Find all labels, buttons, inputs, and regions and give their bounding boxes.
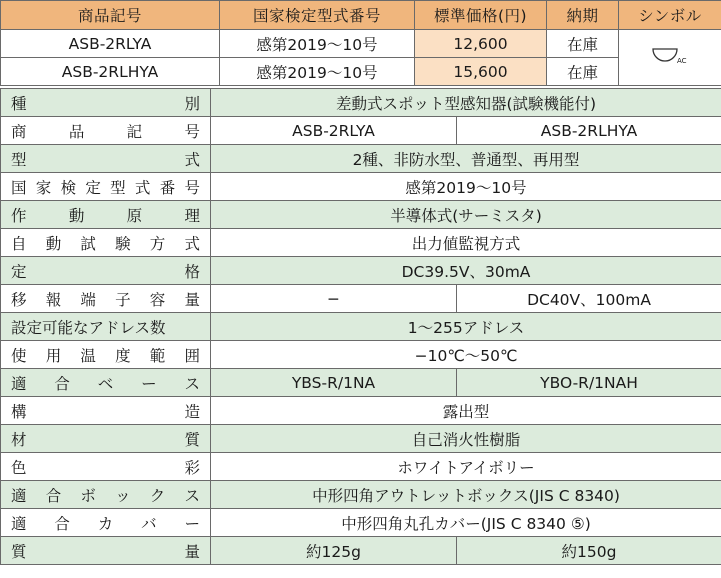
specification-table	[0, 88, 721, 565]
spec-value-model-a: ASB-2RLYA	[211, 117, 457, 145]
spec-row	[1, 117, 721, 145]
spec-row	[1, 313, 721, 341]
header-approval: 国家検定型式番号	[220, 1, 415, 30]
spec-label-text: 移 報 端 子 容 量	[11, 290, 200, 309]
header-delivery: 納期	[547, 1, 619, 30]
price-row	[1, 30, 721, 58]
spec-row	[1, 481, 721, 509]
product-code: ASB-2RLHYA	[1, 58, 220, 86]
spec-label-text: 質 量	[11, 542, 200, 561]
spec-label	[1, 145, 211, 173]
spec-label	[1, 313, 211, 341]
spec-row	[1, 201, 721, 229]
spec-value-model-b: ASB-2RLHYA	[457, 117, 721, 145]
spec-label	[1, 173, 211, 201]
product-code: ASB-2RLYA	[1, 30, 220, 58]
delivery-status: 在庫	[547, 58, 619, 86]
spec-label	[1, 453, 211, 481]
spec-row	[1, 425, 721, 453]
spec-value-model-a: −	[211, 285, 457, 313]
spec-row	[1, 509, 721, 537]
spec-label	[1, 201, 211, 229]
spec-value-model-a: 約125g	[211, 537, 457, 565]
spec-label	[1, 117, 211, 145]
spec-label-text: 商 品 記 号	[11, 122, 200, 141]
spec-label-text: 構 造	[11, 402, 200, 421]
header-code: 商品記号	[1, 1, 220, 30]
spec-row	[1, 145, 721, 173]
symbol-cell	[619, 30, 721, 86]
spec-value: ホワイトアイボリー	[211, 453, 721, 481]
spec-row	[1, 537, 721, 565]
spec-value: 差動式スポット型感知器(試験機能付)	[211, 89, 721, 117]
header-price: 標準価格(円)	[415, 1, 547, 30]
spec-label	[1, 257, 211, 285]
spec-value: 2種、非防水型、普通型、再用型	[211, 145, 721, 173]
spec-label-text: 適 合 ボ ッ ク ス	[11, 486, 200, 505]
approval-number: 感第2019〜10号	[220, 58, 415, 86]
spec-value: DC39.5V、30mA	[211, 257, 721, 285]
spec-label-text: 国 家 検 定 型 式 番 号	[11, 178, 200, 197]
spec-value-model-b: YBO-R/1NAH	[457, 369, 721, 397]
spec-value-model-b: 約150g	[457, 537, 721, 565]
spec-label	[1, 285, 211, 313]
spec-label	[1, 481, 211, 509]
spec-label	[1, 229, 211, 257]
spec-label	[1, 425, 211, 453]
spec-value-model-a: YBS-R/1NA	[211, 369, 457, 397]
spec-row	[1, 341, 721, 369]
spec-label-text: 自 動 試 験 方 式	[11, 234, 200, 253]
spec-row	[1, 173, 721, 201]
product-price-table	[0, 0, 721, 86]
spec-value: 中形四角アウトレットボックス(JIS C 8340)	[211, 481, 721, 509]
spec-label-text: 材 質	[11, 430, 200, 449]
spec-row	[1, 89, 721, 117]
spec-value: 中形四角丸孔カバー(JIS C 8340 ⑤)	[211, 509, 721, 537]
spec-label-text: 色 彩	[11, 458, 200, 477]
spec-label-text: 種 別	[11, 94, 200, 113]
spec-value: −10℃〜50℃	[211, 341, 721, 369]
spec-label	[1, 341, 211, 369]
spec-row	[1, 453, 721, 481]
price-table-header	[1, 1, 721, 30]
spec-label	[1, 509, 211, 537]
spec-label	[1, 369, 211, 397]
symbol-ac-label: AC	[677, 56, 687, 65]
spec-label	[1, 397, 211, 425]
approval-number: 感第2019〜10号	[220, 30, 415, 58]
spec-row	[1, 397, 721, 425]
spec-label-text: 型 式	[11, 150, 200, 169]
spec-row	[1, 369, 721, 397]
spec-value-model-b: DC40V、100mA	[457, 285, 721, 313]
spec-label-text: 適 合 ベ ー ス	[11, 374, 200, 393]
price-value: 15,600	[415, 58, 547, 86]
spec-label-text: 定 格	[11, 262, 200, 281]
spec-row	[1, 285, 721, 313]
spec-value: 感第2019〜10号	[211, 173, 721, 201]
spec-label-text: 設定可能なアドレス数	[11, 318, 166, 337]
spec-value: 半導体式(サーミスタ)	[211, 201, 721, 229]
spec-value: 出力値監視方式	[211, 229, 721, 257]
spec-row	[1, 229, 721, 257]
spec-row	[1, 257, 721, 285]
price-value: 12,600	[415, 30, 547, 58]
spec-label-text: 作 動 原 理	[11, 206, 200, 225]
price-row	[1, 58, 721, 86]
spec-label-text: 適 合 カ バ ー	[11, 514, 200, 533]
delivery-status: 在庫	[547, 30, 619, 58]
spec-label	[1, 537, 211, 565]
header-symbol: シンボル	[619, 1, 721, 30]
heat-detector-symbol-icon	[650, 43, 690, 69]
spec-value: 露出型	[211, 397, 721, 425]
spec-value: 1〜255アドレス	[211, 313, 721, 341]
spec-label	[1, 89, 211, 117]
spec-value: 自己消火性樹脂	[211, 425, 721, 453]
spec-label-text: 使 用 温 度 範 囲	[11, 346, 200, 365]
